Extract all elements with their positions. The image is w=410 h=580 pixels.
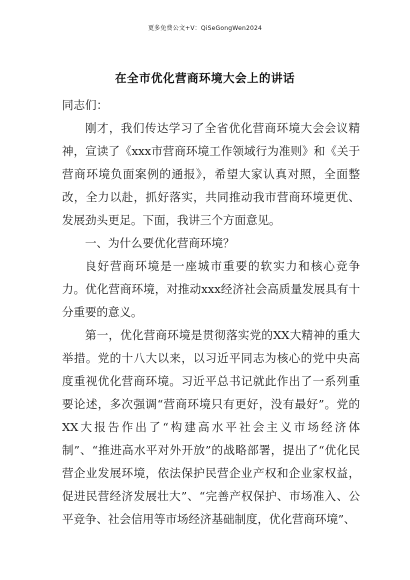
document-title: 在全市优化营商环境大会上的讲话 [115, 71, 295, 85]
body-paragraph-3: 第一，优化营商环境是贯彻落实党的XX大精神的重大举措。党的十八大以来，以习近平同志为核心的党中央高度重视优化营商环境。习近平总书记就此作出了一系列重要论述，多次强调“营商环境只有更好，没有最好”。党的XX大报告作出了“构建高水平社会主义市场经济体制”、“推进高水平对外开放”的战略部署，提出了“优化民营企业发展环境，依法保护民营企业产权和企业家权益，促进民营经济发展壮大”、“完善产权保护、市场准入、公平竞争、社会信用等市场经济基础制度，优化营商环境”、 [62, 328, 360, 526]
section-heading-1: 一、为什么要优化营商环境？ [85, 236, 235, 250]
document-body [62, 94, 360, 531]
body-paragraph-1: 刚才，我们传达学习了全省优化营商环境大会会议精神，宣读了《xxx市营商环境工作领域行为准则》和《关于营商环境负面案例的通报》，希望大家认真对照，全面整改，全力以赴，抓好落实，共同推动我市营商环境更优、发展劲头更足。下面，我讲三个方面意见。 [62, 121, 360, 227]
header-note: 更多免费公文+V：QiSeGongWen2024 [147, 25, 263, 32]
salutation: 同志们： [62, 98, 108, 112]
body-paragraph-2: 良好营商环境是一座城市重要的软实力和核心竞争力。优化营商环境，对推动xxx经济社会高质量发展具有十分重要的意义。 [62, 259, 360, 319]
